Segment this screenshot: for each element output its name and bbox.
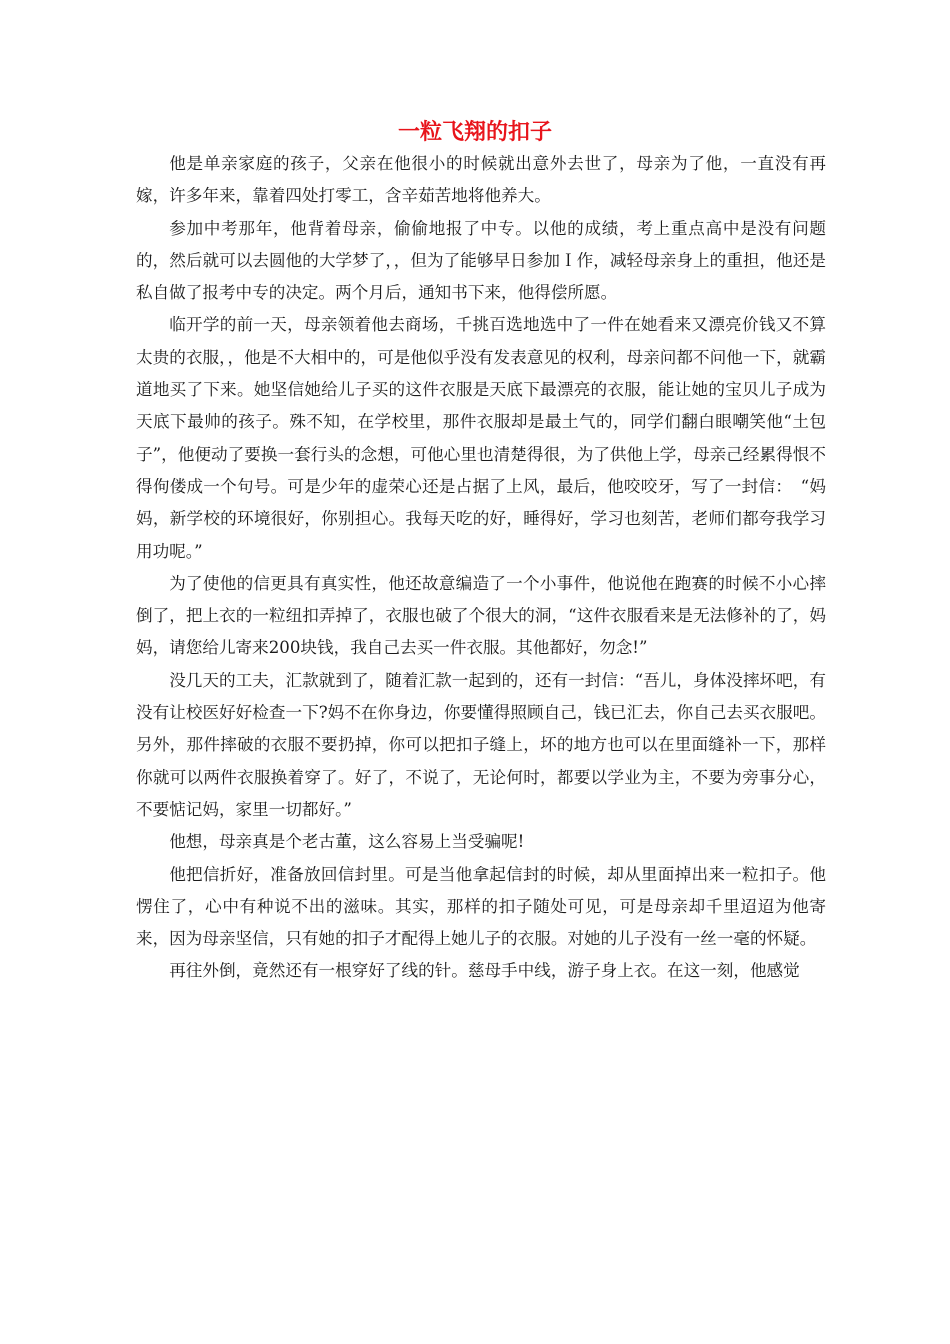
paragraph-4: 为了使他的信更具有真实性，他还故意编造了一个小事件，他说他在跑赛的时候不小心摔倒了，把上衣的一粒纽扣弄掉了，衣服也破了个很大的洞，“这件衣服看来是无法修补的了，妈妈，请您给儿寄来200块钱，我自己去买一件衣服。其他都好，勿念!” <box>136 573 826 658</box>
paragraph-6: 他想，母亲真是个老古董，这么容易上当受骗呢! <box>169 832 525 852</box>
paragraph-5: 没几天的工夫，汇款就到了，随着汇款一起到的，还有一封信：“吾儿，身体没摔坏吧，有没有让校医好好检查一下?妈不在你身边，你要懂得照顾自己，钱已汇去，你自己去买衣服吧。另外，那件摔破的衣服不要扔掉，你可以把扣子缝上，坏的地方也可以在里面缝补一下，那样你就可以两件衣服换着穿了。好了，不说了，无论何时，都要以学业为主，不要为旁事分心，不要惦记妈，家里一切都好。” <box>136 670 826 819</box>
paragraph-8: 再往外倒，竟然还有一根穿好了线的针。慈母手中线，游子身上衣。在这一刻，他感觉 <box>169 961 800 981</box>
paragraph-3: 临开学的前一天，母亲领着他去商场，千挑百选地选中了一件在她看来又漂亮价钱又不算太贵的衣服，，他是不大相中的，可是他似乎没有发表意见的权利，母亲问都不问他一下，就霸道地买了下来。她坚信她给儿子买的这件衣服是天底下最漂亮的衣服，能让她的宝贝儿子成为天底下最帅的孩子。殊不知，在学校里，那件衣服却是最土气的，同学们翻白眼嘲笑他“土包子”，他便动了要换一套行头的念想，可他心里也清楚得很，为了供他上学，母亲己经累得恨不得佝偻成一个句号。可是少年的虚荣心还是占据了上风，最后，他咬咬牙，写了一封信： “妈妈，新学校的环境很好，你别担心。我每天吃的好，睡得好，学习也刻苦，老师们都夸我学习用功呢。” <box>136 315 826 561</box>
paragraph-2: 参加中考那年，他背着母亲，偷偷地报了中专。以他的成绩，考上重点高中是没有问题的，然后就可以去圆他的大学梦了，，但为了能够早日参加Ｉ作，减轻母亲身上的重担，他还是私自做了报考中专的决定。两个月后，通知书下来，他得偿所愿。 <box>136 218 826 303</box>
paragraph-7: 他把信折好，准备放回信封里。可是当他拿起信封的时候，却从里面掉出来一粒扣子。他愣住了，心中有种说不出的滋味。其实，那样的扣子随处可见，可是母亲却千里迢迢为他寄来，因为母亲坚信，只有她的扣子才配得上她儿子的衣服。对她的儿子没有一丝一毫的怀疑。 <box>136 864 826 949</box>
paragraph-1: 他是单亲家庭的孩子，父亲在他很小的时候就出意外去世了，母亲为了他，一直没有再嫁，许多年来，靠着四处打零工，含辛茹苦地将他养大。 <box>136 154 826 206</box>
article-body <box>136 148 826 988</box>
page-title: 一粒飞翔的扣子 <box>397 120 552 145</box>
